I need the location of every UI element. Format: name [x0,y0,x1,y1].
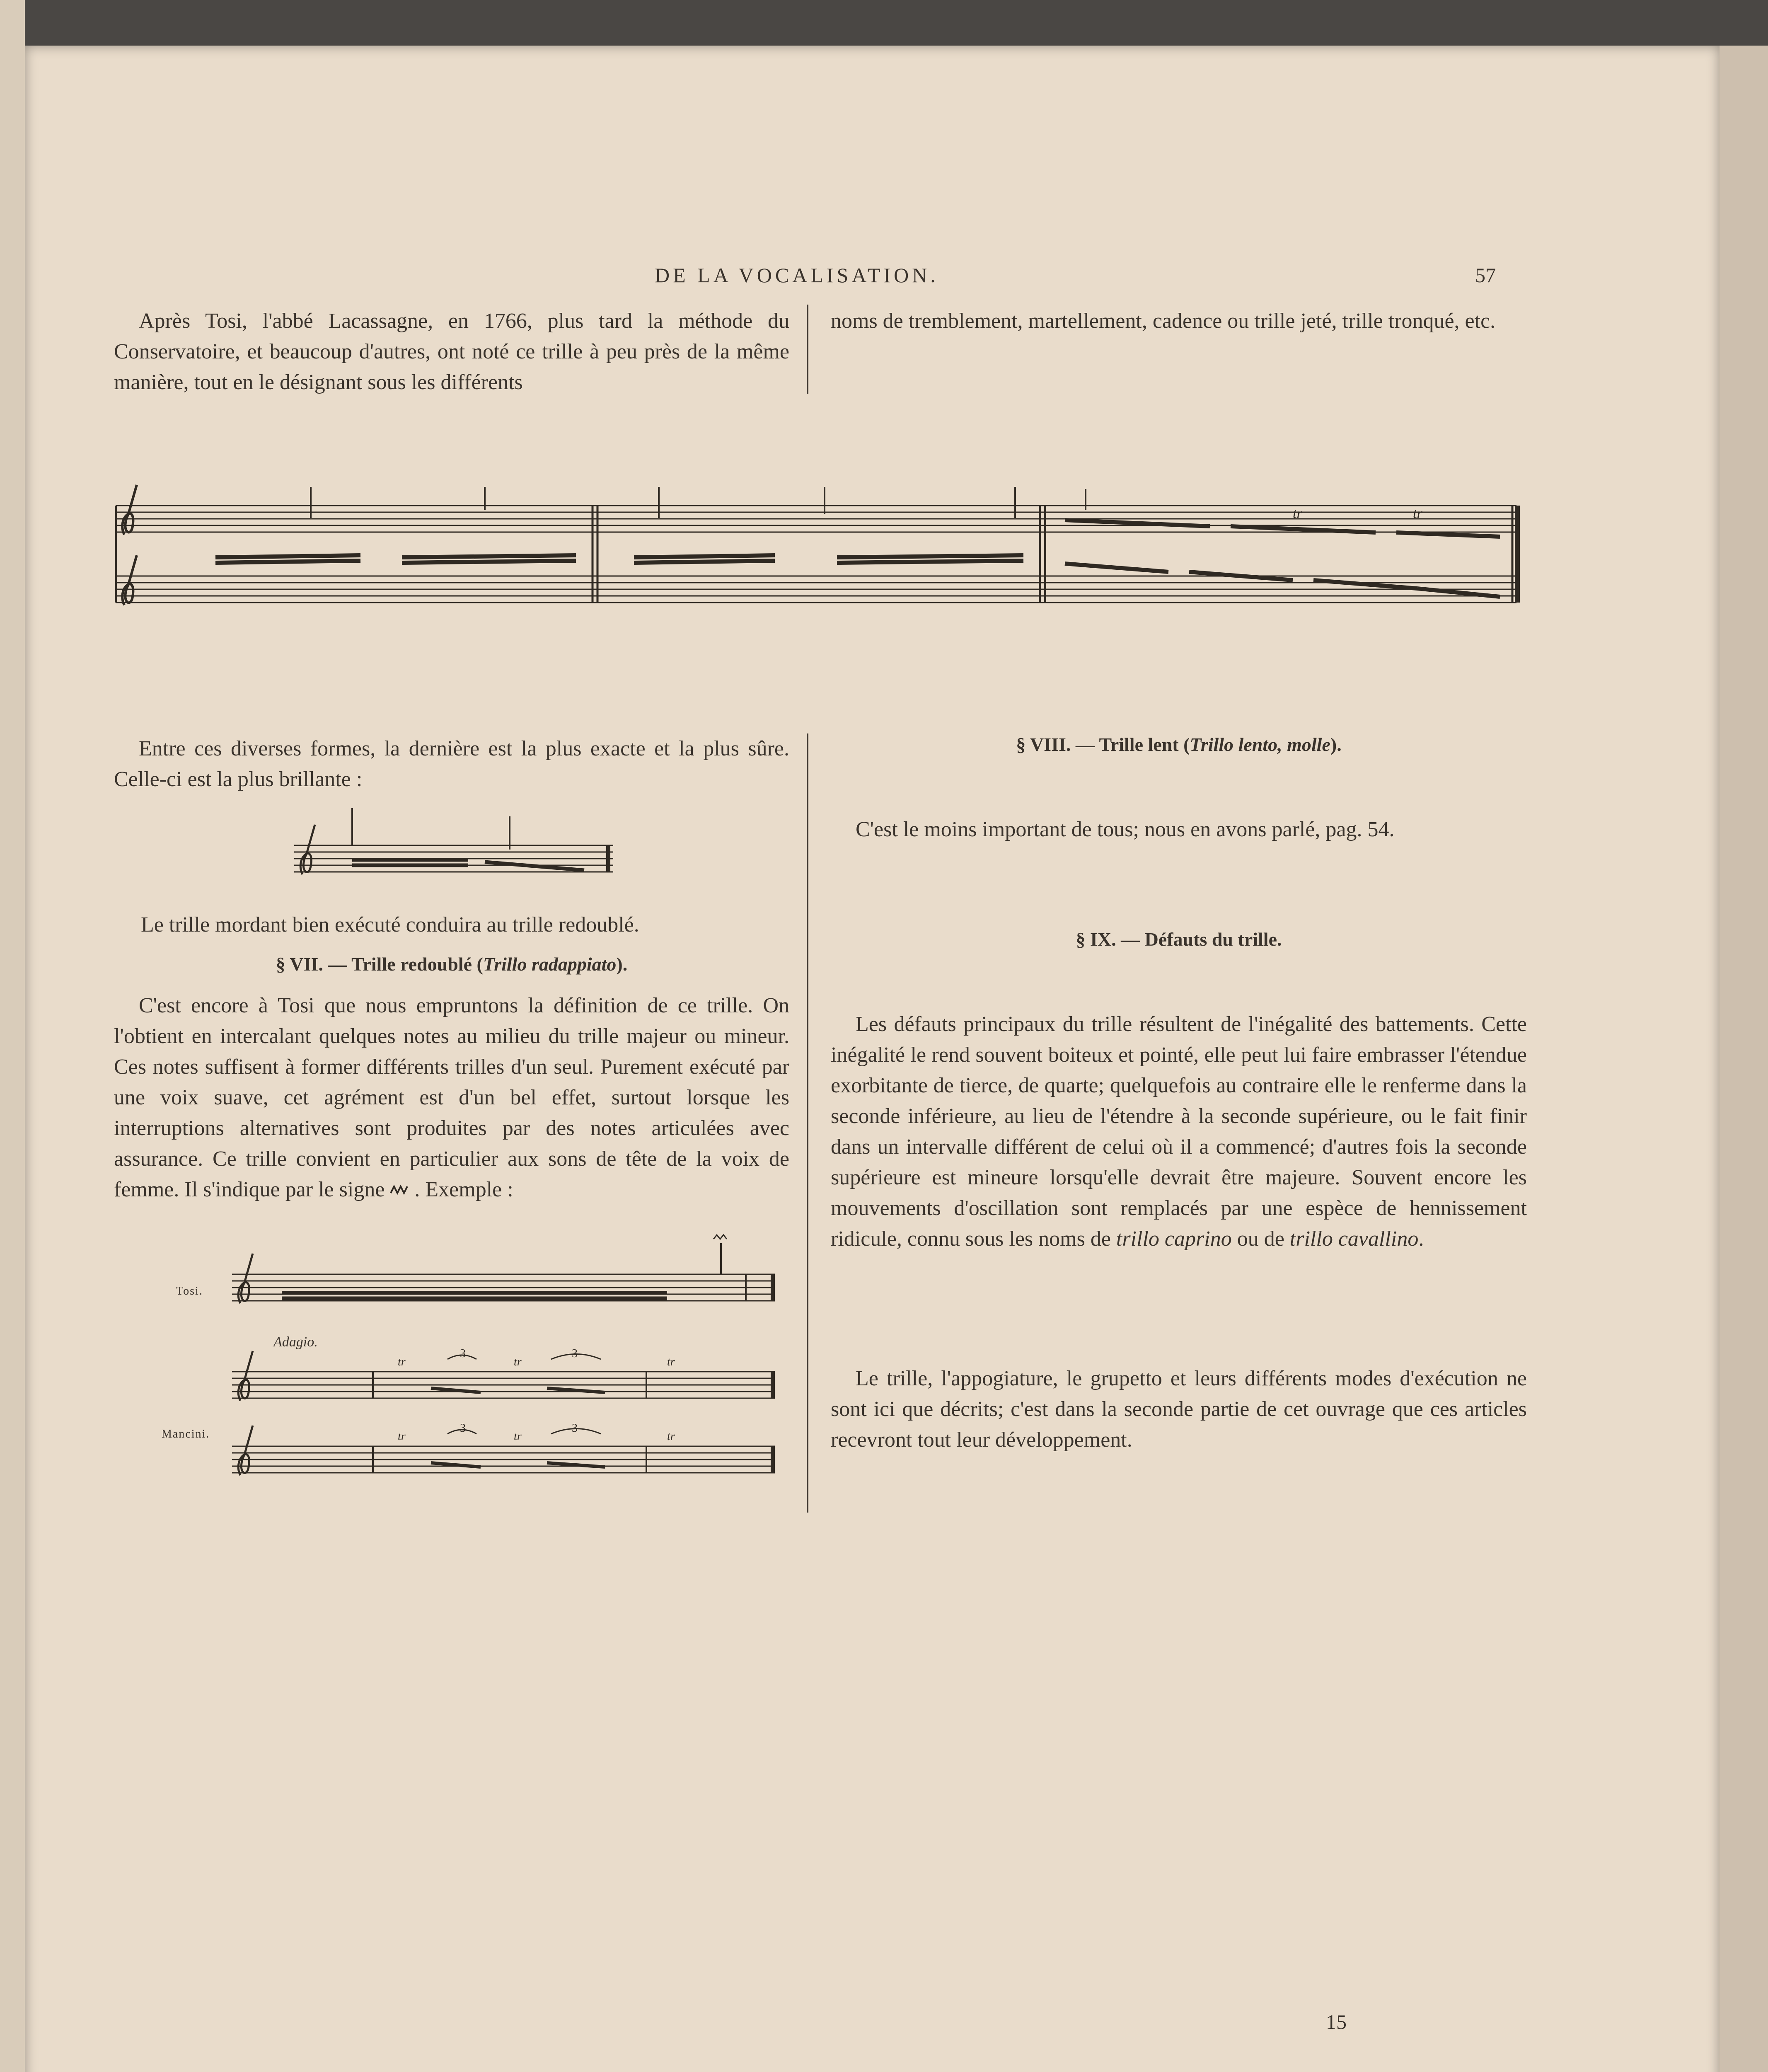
page-edge [1720,46,1768,2072]
trill-mark-3: tr [398,1356,406,1368]
book-page [25,46,1720,2072]
left-paragraph-1: Après Tosi, l'abbé Lacassagne, en 1766, plus tard la méthode du Conservatoire, et beaucoup d'autres, ont noté ce trille à peu près de la même manière, tout en le désignant sous les différents [114,309,789,394]
right-paragraph-3 [831,1009,1527,1254]
heading-viii-prefix: § VIII. — Trille lent ( [1016,734,1190,755]
music-example-adagio [232,1347,779,1417]
music-example-brillante [294,800,617,895]
score-brillante [294,800,617,895]
term-trillo-cavallino: trillo cavallino [1289,1227,1419,1251]
right-paragraph-2: C'est le moins important de tous; nous en avons parlé, pag. 54. [856,818,1395,841]
column-divider-top [807,305,808,394]
left-paragraph-3: Le trille mordant bien exécuté conduira au trille redoublé. [141,913,639,937]
triplet-1: 3 [460,1347,466,1360]
paragraph-4-text: C'est encore à Tosi que nous empruntons la définition de ce trille. On l'obtient en intercalant quelques notes au milieu du trille majeur ou mineur. Ces notes suffisent à former différents trilles d'un seul. Purement exécuté par une voix suave, cet agrément est d'un bel effet, surtout lorsque les interruptions alternatives sont produites par des notes articulées avec assurance. Ce trille convient en particulier aux sons de tête de la voix de femme. Il s'indique par le signe [114,994,789,1201]
heading-vii-italic: Trillo radappiato [483,954,617,975]
music-system-top [112,456,1521,655]
section-heading-vii [114,953,789,975]
trill-mark-8: tr [667,1430,675,1443]
section-heading-viii [831,733,1527,755]
paragraph-3-end: . [1418,1227,1424,1251]
triplet-4: 3 [572,1422,578,1435]
heading-viii-italic: Trillo lento, molle [1190,734,1330,755]
signature-mark: 15 [1326,2010,1347,2033]
trill-sign-icon [390,1184,409,1196]
trill-mark-6: tr [398,1430,406,1443]
right-paragraph-1: noms de tremblement, martellement, cadence ou trille jeté, trille tronqué, etc. [831,309,1496,333]
paragraph-3-text: Les défauts principaux du trille résultent de l'inégalité des battements. Cette inégalité le rend souvent boiteux et pointé, elle peut lui faire embrasser l'étendue exorbitante de tierce, de quarte; quelquefois au contraire elle le renferme dans la seconde inférieure, au lieu de l'étendre à la seconde supérieure, ou le fait finir dans un intervalle différent de celui où il a commencé; d'autres fois la seconde supérieure est mineure lorsqu'elle devrait être majeure. Souvent encore les mouvements d'oscillation sont remplacés par une espèce de hennissement ridicule, connu sous les noms de [831,1012,1527,1251]
score-tosi [232,1235,779,1318]
triplet-2: 3 [572,1347,578,1360]
running-title: DE LA VOCALISATION. [655,264,939,287]
trill-mark-2: tr [1413,506,1422,521]
left-margin-strip [0,0,25,2072]
section-heading-ix: § IX. — Défauts du trille. [1076,929,1282,950]
label-mancini: Mancini. [162,1428,210,1440]
trill-mark-5: tr [667,1356,675,1368]
page-number: 57 [1475,264,1496,287]
paragraph-3-mid: ou de [1231,1227,1290,1251]
heading-viii-suffix: ). [1330,734,1342,755]
score-top [112,456,1521,655]
trill-mark-4: tr [514,1356,522,1368]
music-example-mancini [232,1421,779,1492]
score-adagio [232,1347,779,1417]
trill-mark-1: tr [1293,506,1302,521]
heading-vii-prefix: § VII. — Trille redoublé ( [276,954,483,975]
trill-mark-7: tr [514,1430,522,1443]
label-tosi: Tosi. [176,1285,203,1297]
left-paragraph-2: Entre ces diverses formes, la dernière est la plus exacte et la plus sûre. Celle-ci est la plus brillante : [114,737,789,791]
triplet-3: 3 [460,1422,466,1435]
label-adagio: Adagio. [273,1334,318,1350]
heading-vii-suffix: ). [616,954,628,975]
right-paragraph-4: Le trille, l'appogiature, le grupetto et leurs différents modes d'exécution ne sont ici que décrits; c'est dans la seconde partie de cet ouvrage que ces articles recevront tout leur développement. [831,1367,1527,1452]
score-mancini [232,1421,779,1492]
paragraph-4-end: . Exemple : [414,1178,513,1201]
music-example-tosi [232,1235,779,1318]
column-divider-bottom [807,733,808,1513]
left-paragraph-4 [114,990,789,1205]
term-trillo-caprino: trillo caprino [1116,1227,1232,1251]
